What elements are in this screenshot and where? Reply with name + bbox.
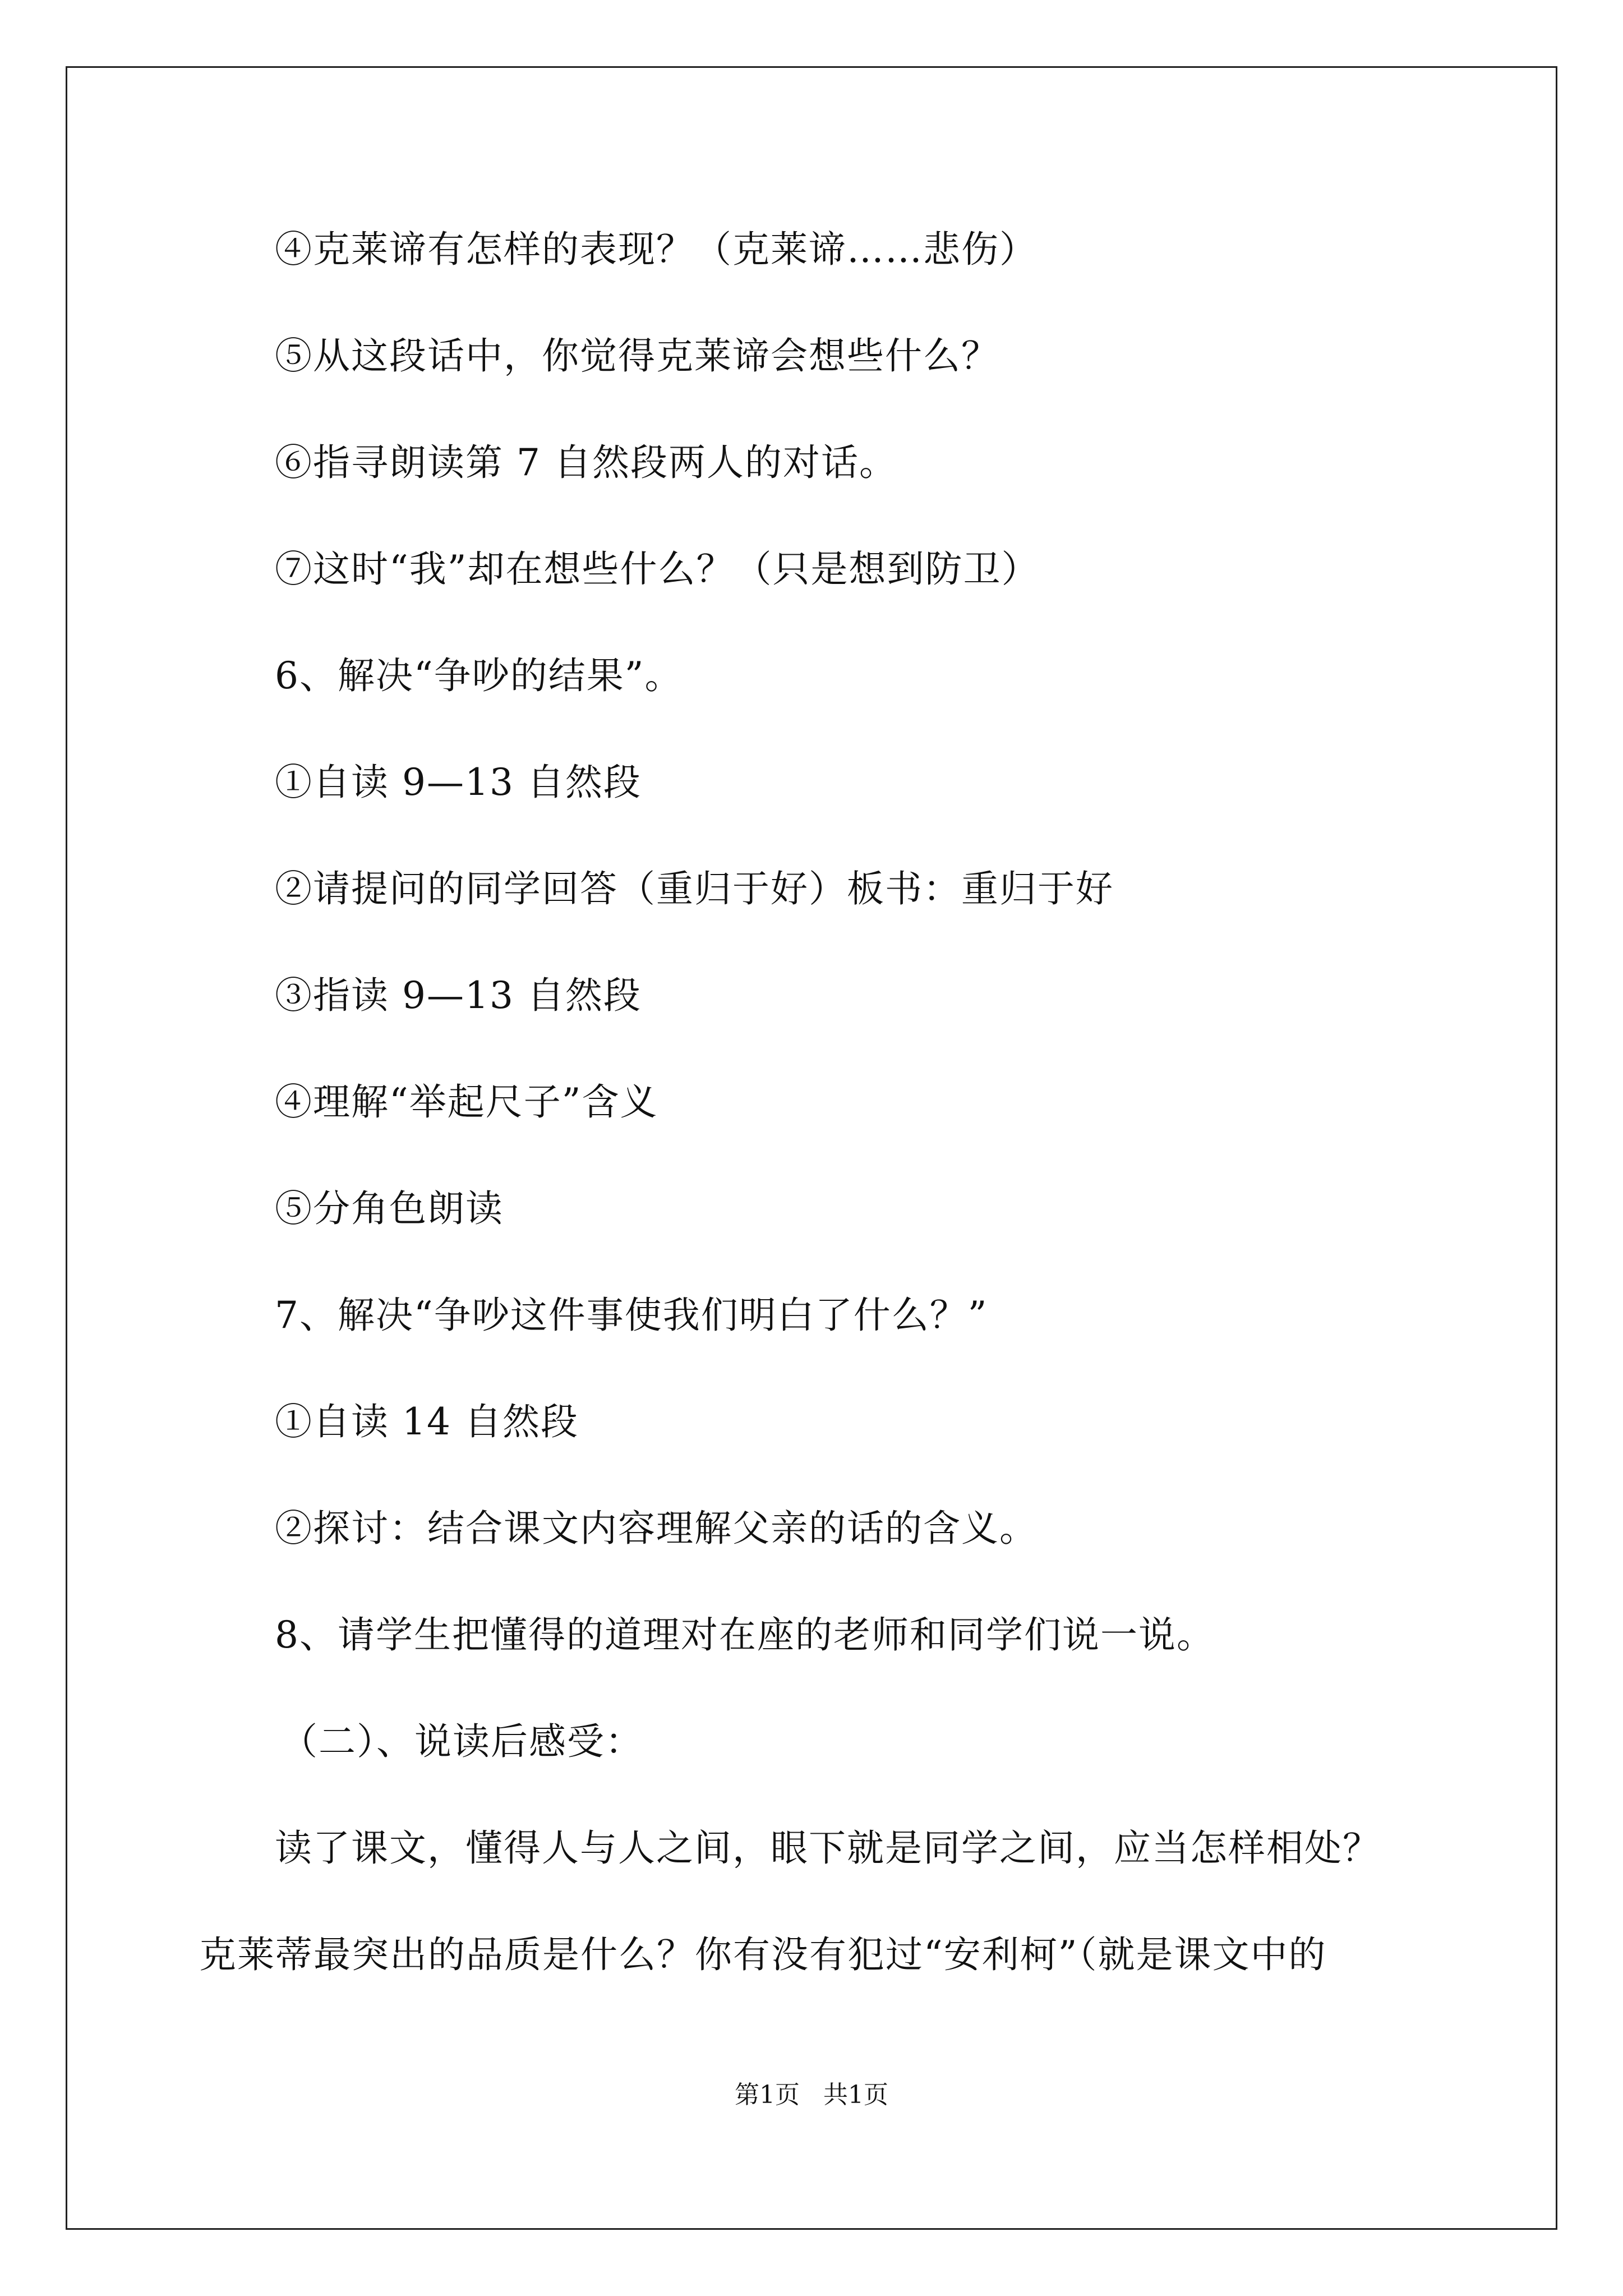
- page-footer: 第1页 共1页: [735, 2081, 888, 2109]
- paragraph: ①自读 9—13 自然段: [275, 761, 642, 804]
- paragraph: ④克莱谛有怎样的表现？（克莱谛……悲伤）: [275, 228, 1038, 271]
- paragraph: ⑤从这段话中，你觉得克莱谛会想些什么？: [275, 334, 999, 378]
- paragraph: ①自读 14 自然段: [275, 1400, 579, 1443]
- paragraph: ⑥指寻朗读第 7 自然段两人的对话。: [275, 441, 897, 484]
- paragraph: ②探讨：结合课文内容理解父亲的话的含义。: [275, 1507, 1038, 1550]
- section-heading: 6、解决“争吵的结果”。: [275, 654, 683, 697]
- page-frame: [66, 66, 1557, 2230]
- paragraph: ③指读 9—13 自然段: [275, 974, 642, 1017]
- section-heading: 7、解决“争吵这件事使我们明白了什么？”: [275, 1294, 988, 1337]
- paragraph: ⑦这时“我”却在想些什么？（只是想到防卫）: [275, 547, 1040, 591]
- paragraph: ②请提问的同学回答（重归于好）板书：重归于好: [275, 867, 1114, 910]
- paragraph: 读了课文，懂得人与人之间，眼下就是同学之间，应当怎样相处？: [275, 1826, 1381, 1870]
- paragraph: 克莱蒂最突出的品质是什么？你有没有犯过“安利柯”（就是课文中的: [199, 1933, 1327, 1976]
- paragraph: ④理解“举起尺子”含义: [275, 1080, 658, 1124]
- section-heading: （二）、说读后感受：: [280, 1720, 643, 1763]
- section-heading: 8、请学生把懂得的道理对在座的老师和同学们说一说。: [275, 1613, 1215, 1657]
- paragraph: ⑤分角色朗读: [275, 1187, 504, 1230]
